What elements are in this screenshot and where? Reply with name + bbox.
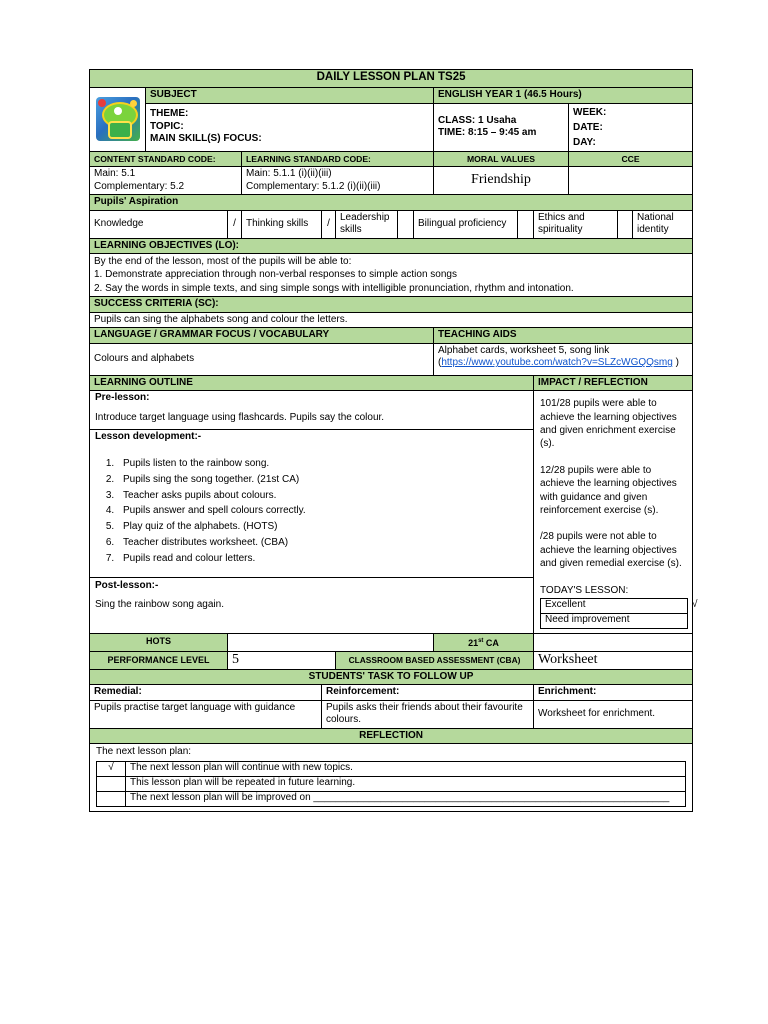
ca-suffix: CA [483,638,499,649]
pre-lesson-label: Pre-lesson: [95,392,150,404]
page-title: DAILY LESSON PLAN TS25 [90,70,693,88]
hots-label: HOTS [90,634,228,652]
enrichment-text: Worksheet for enrichment. [534,700,693,728]
performance-label: PERFORMANCE LEVEL [90,651,228,669]
aspiration-national: National identity [633,210,693,238]
cce-value [569,167,693,195]
focus-label: LANGUAGE / GRAMMAR FOCUS / VOCABULARY [90,328,434,344]
aspiration-leadership: Leadership skills [336,210,398,238]
reflection-mark[interactable] [97,791,126,806]
reflection-option: The next lesson plan will be improved on ________________________________________________________________ [126,791,686,806]
reflection-mark[interactable]: √ [97,761,126,776]
aspiration-label: Pupils' Aspiration [90,195,693,211]
aspiration-thinking: Thinking skills [242,210,322,238]
aspiration-bilingual-mark [518,210,534,238]
objectives-intro: By the end of the lesson, most of the pupils will be able to: [94,256,352,267]
aids-label: TEACHING AIDS [434,328,693,344]
objective-item: 2. Say the words in simple texts, and sing simple songs with intelligible pronunciation, rhythm and intonation. [94,282,574,294]
outline-cell [90,391,534,634]
aspiration-bilingual: Bilingual proficiency [414,210,518,238]
development-item: 7. Pupils read and colour letters. [117,553,528,566]
aids-text: Alphabet cards, worksheet 5, song link [438,344,610,356]
ca-label-cell [434,634,534,652]
reflection-mark[interactable] [97,776,126,791]
development-item: 5. Play quiz of the alphabets. (HOTS) [117,521,528,534]
date-label: DATE: [573,121,603,133]
aspiration-thinking-mark: / [322,210,336,238]
learning-main: Main: 5.1.1 (i)(ii)(iii) [246,168,332,179]
development-item: 4. Pupils answer and spell colours correctly. [117,505,528,518]
reflection-option: This lesson plan will be repeated in future learning. [126,776,686,791]
impact-p1: 101/28 pupils were able to achieve the learning objectives and given enrichment exercise (s). [540,398,677,450]
skill-label: MAIN SKILL(S) FOCUS: [150,133,262,145]
lesson-development-section [90,430,533,578]
objectives-label: LEARNING OBJECTIVES (LO): [90,238,693,254]
outline-label: LEARNING OUTLINE [90,375,534,391]
enrichment-label: Enrichment: [534,685,693,701]
subject-value: ENGLISH YEAR 1 (46.5 Hours) [434,88,693,104]
success-text: Pupils can sing the alphabets song and colour the letters. [90,312,693,328]
aspiration-leadership-mark [398,210,414,238]
remedial-text: Pupils practise target language with guidance [90,700,322,728]
class-label: CLASS: 1 Usaha [438,114,517,126]
performance-value: 5 [228,651,336,669]
content-main: Main: 5.1 [94,168,136,179]
impact-p2: 12/28 pupils were able to achieve the learning objectives with guidance and given reinforcement exercise (s). [540,464,677,517]
aids-open: ( [438,357,442,369]
pre-lesson-section [90,391,533,430]
aspiration-ethics: Ethics and spirituality [534,210,618,238]
post-lesson-label: Post-lesson:- [95,579,159,591]
cba-value: Worksheet [534,651,693,669]
learning-standard-cell [242,167,434,195]
development-item: 2. Pupils sing the song together. (21st CA) [117,474,528,487]
day-label: DAY: [573,136,596,148]
reflection-option: The next lesson plan will continue with new topics. [126,761,686,776]
class-time-cell [434,103,569,151]
reflection-label: REFLECTION [90,728,693,744]
hots-value [228,634,434,652]
song-link[interactable]: https://www.youtube.com/watch?v=SLZcWGQQsmg [441,357,673,369]
development-list [95,458,528,566]
lesson-plan-document [89,69,698,812]
ca-value [534,634,693,652]
development-item: 1. Pupils listen to the rainbow song. [117,458,528,471]
rating-excellent: Excellent [541,599,688,614]
today-lesson-label: TODAY'S LESSON: [540,584,629,596]
content-complementary: Complementary: 5.2 [94,180,185,192]
reflection-cell [90,744,693,812]
logo-cell [90,88,146,152]
week-date-day-cell [569,103,693,151]
post-lesson-text: Sing the rainbow song again. [95,599,224,611]
aids-close: ) [672,357,679,369]
focus-text: Colours and alphabets [90,343,434,375]
lesson-plan-table [89,69,698,812]
rating-need-improvement: Need improvement [541,614,688,629]
aspiration-ethics-mark [618,210,633,238]
cce-label: CCE [569,151,693,167]
impact-p3: /28 pupils were not able to achieve the learning objectives and given remedial exercise (s). [540,531,682,570]
aspiration-knowledge: Knowledge [90,210,228,238]
learning-complementary: Complementary: 5.1.2 (i)(ii)(iii) [246,180,381,192]
week-label: WEEK: [573,106,607,118]
content-standard-cell [90,167,242,195]
reflection-intro: The next lesson plan: [96,746,192,758]
reinforcement-label: Reinforcement: [322,685,534,701]
reflection-options [96,761,686,807]
aids-cell [434,343,693,375]
post-lesson-section [90,578,533,616]
pre-lesson-text: Introduce target language using flashcards. Pupils say the colour. [95,411,385,423]
impact-cell [534,391,698,634]
ca-label: 21 [468,638,479,649]
aspiration-knowledge-mark: / [228,210,242,238]
reinforcement-text: Pupils asks their friends about their favourite colours. [322,700,534,728]
ca-sup: st [478,638,484,645]
objectives-cell [90,254,693,297]
rating-table: Excellent √ Need improvement [540,598,688,629]
content-standard-label: CONTENT STANDARD CODE: [90,151,242,167]
cba-label: CLASSROOM BASED ASSESSMENT (CBA) [336,651,534,669]
follow-up-label: STUDENTS' TASK TO FOLLOW UP [90,669,693,685]
theme-label: THEME: [150,108,189,120]
moral-values-label: MORAL VALUES [434,151,569,167]
learning-standard-label: LEARNING STANDARD CODE: [242,151,434,167]
logo-icon [96,97,140,141]
topic-label: TOPIC: [150,120,184,132]
subject-label: SUBJECT [146,88,434,104]
objective-item: 1. Demonstrate appreciation through non-verbal responses to simple action songs [94,269,457,281]
development-item: 3. Teacher asks pupils about colours. [117,490,528,503]
development-item: 6. Teacher distributes worksheet. (CBA) [117,537,528,550]
success-label: SUCCESS CRITERIA (SC): [90,297,693,313]
theme-topic-cell [146,103,434,151]
time-label: TIME: 8:15 – 9:45 am [438,127,537,138]
remedial-label: Remedial: [90,685,322,701]
impact-label: IMPACT / REFLECTION [534,375,693,391]
moral-value: Friendship [434,167,569,195]
development-label: Lesson development:- [95,431,202,443]
